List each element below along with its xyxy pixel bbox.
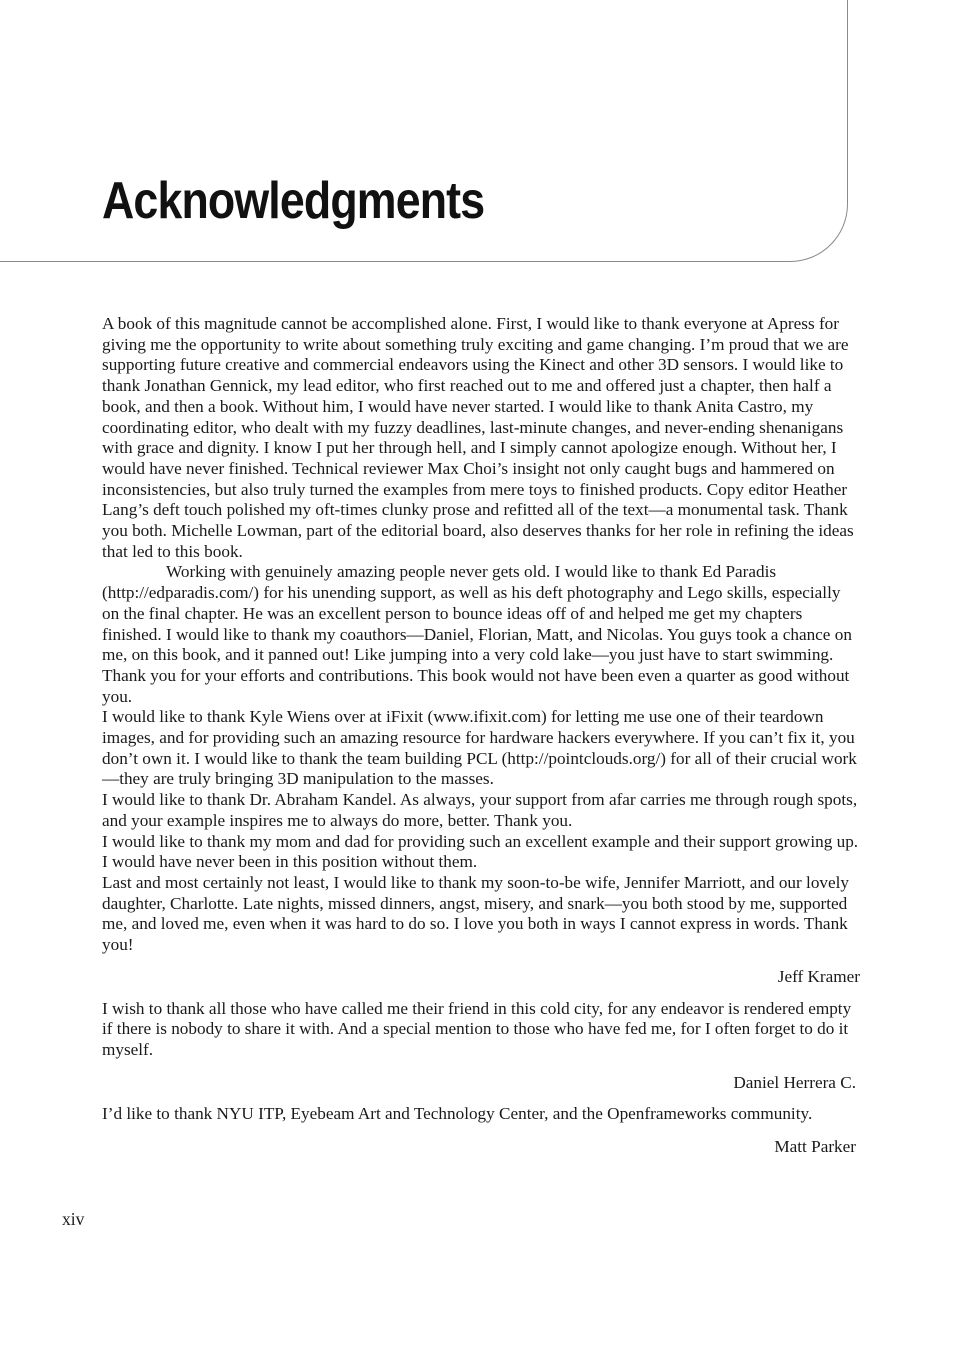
page-number: xiv [62,1209,85,1229]
paragraph-parents: I would like to thank my mom and dad for providing such an excellent example and their support growing up. I would have never been in this position without them. [102,831,859,872]
acknowledgments-body [102,314,860,1158]
chapter-title: Acknowledgments [102,172,485,230]
paragraph-matt: I’d like to thank NYU ITP, Eyebeam Art and Technology Center, and the Openframeworks community. [102,1104,813,1124]
paragraph-ifixit-pcl: I would like to thank Kyle Wiens over at iFixit (www.ifixit.com) for letting me use one of their teardown images, and for providing such an amazing resource for hardware hackers everywhere. If you can’t fix it, you don’t own it. I would like to thank the team building PCL (http://pointclouds.org/) for all of their crucial work—they are truly bringing 3D manipulation to the masses. [102,707,857,789]
paragraph-ed-paradis: Working with genuinely amazing people never gets old. I would like to thank Ed Paradis (http://edparadis.com/) for his unending support, as well as his deft photography and Lego skills, especially on the final chapter. He was an excellent person to bounce ideas off of and helped me get my chapters finished. I would like to thank my coauthors—Daniel, Florian, Matt, and Nicolas. You guys took a chance on me, on this book, and it panned out! Like jumping into a very cold lake—you just have to start swimming. Thank you for your efforts and contributions. This book would not have been even a quarter as good without you. [102,562,852,706]
paragraph-family: Last and most certainly not least, I would like to thank my soon-to-be wife, Jennifer Marriott, and our lovely daughter, Charlotte. Late nights, missed dinners, angst, misery, and snark—you both stood by me, supported me, and loved me, even when it was hard to do so. I love you both in ways I cannot express in words. Thank you! [102,872,850,955]
signature-daniel-herrera: Daniel Herrera C. [733,1072,856,1092]
paragraph-apress-thanks: A book of this magnitude cannot be accomplished alone. First, I would like to thank everyone at Apress for giving me the opportunity to write about something truly exciting and game changing. I’m proud that we are supporting future creative and commercial endeavors using the Kinect and other 3D sensors. I would like to thank Jonathan Gennick, my lead editor, who first reached out to me and offered just a chapter, then half a book, and then a book. Without him, I would have never started. I would like to thank Anita Castro, my coordinating editor, who dealt with my fuzzy deadlines, last-minute changes, and never-ending shenanigans with grace and dignity. I know I put her through hell, and I simply cannot apologize enough. Without her, I would have never finished. Technical reviewer Max Choi’s insight not only caught bugs and hammered on inconsistencies, but also truly turned the examples from mere toys to finished products. Copy editor Heather Lang’s deft touch polished my oft-times clunky prose and refitted all of the text—a monumental task. Thank you both. Michelle Lowman, part of the editorial board, also deserves thanks for her role in refining the ideas that led to this book. [102,314,854,561]
signature-jeff-kramer: Jeff Kramer [777,966,860,986]
paragraph-kandel: I would like to thank Dr. Abraham Kandel. As always, your support from afar carries me through rough spots, and your example inspires me to always do more, better. Thank you. [102,790,858,830]
signature-matt-parker: Matt Parker [774,1137,856,1157]
paragraph-daniel: I wish to thank all those who have called me their friend in this cold city, for any endeavor is rendered empty if there is nobody to share it with. And a special mention to those who have fed me, for I often forget to do it myself. [102,998,852,1059]
